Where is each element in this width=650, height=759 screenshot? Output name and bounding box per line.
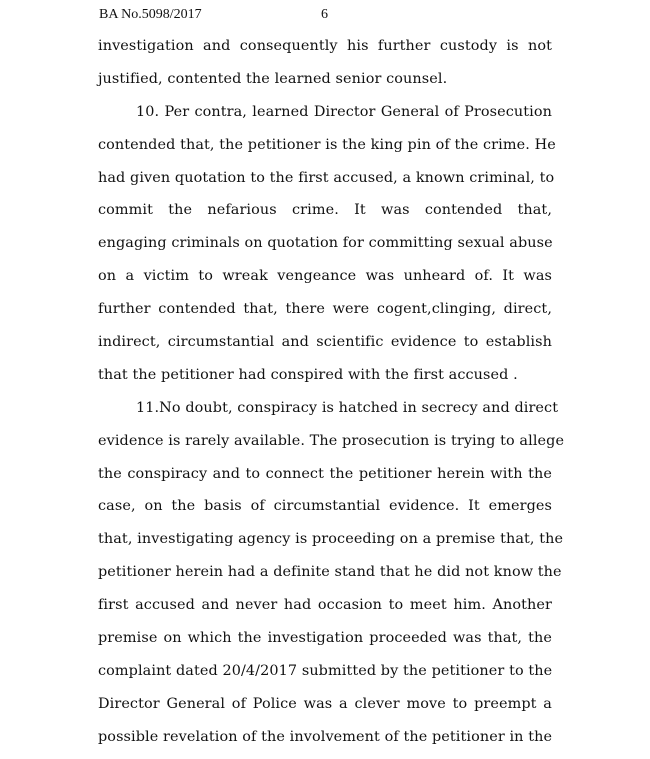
text-line: petitioner herein had a definite stand that he did not know the xyxy=(98,564,562,581)
text-line: justified, contented the learned senior counsel. xyxy=(98,70,448,87)
text-line: investigation and consequently his further custody is not xyxy=(98,38,552,54)
text-line: that, investigating agency is proceeding on a premise that, the xyxy=(98,531,564,548)
text-line: contended that, the petitioner is the king pin of the crime. He xyxy=(98,136,556,153)
text-line: possible revelation of the involvement of the petitioner in the xyxy=(98,728,553,745)
page-number: 6 xyxy=(321,7,328,22)
text-line: evidence is rarely available. The prosecution is trying to allege xyxy=(98,432,565,449)
text-line: complaint dated 20/4/2017 submitted by the petitioner to the xyxy=(98,662,553,679)
text-line: engaging criminals on quotation for committing sexual abuse xyxy=(98,235,553,252)
text-line: had given quotation to the first accused, a known criminal, to xyxy=(98,169,555,186)
text-line: on a victim to wreak vengeance was unheard of. It was xyxy=(98,268,552,285)
text-line: indirect, circumstantial and scientific evidence to establish xyxy=(98,334,552,351)
case-number-header: BA No.5098/2017 xyxy=(99,7,202,22)
text-line: first accused and never had occasion to meet him. Another xyxy=(98,597,552,614)
text-line: commit the nefarious crime. It was contended that, xyxy=(98,202,552,219)
text-line: the conspiracy and to connect the petitioner herein with the xyxy=(98,465,552,482)
text-line: premise on which the investigation proceeded was that, the xyxy=(98,630,552,647)
text-line: 10. Per contra, learned Director General of Prosecution xyxy=(136,103,552,120)
document-body xyxy=(98,35,565,759)
text-line: 11.No doubt, conspiracy is hatched in secrecy and direct xyxy=(136,399,559,416)
text-line: that the petitioner had conspired with the first accused . xyxy=(98,366,518,383)
text-line: further contended that, there were cogent,clinging, direct, xyxy=(98,301,552,318)
text-line: case, on the basis of circumstantial evidence. It emerges xyxy=(98,498,552,515)
text-line: Director General of Police was a clever move to preempt a xyxy=(98,695,552,712)
